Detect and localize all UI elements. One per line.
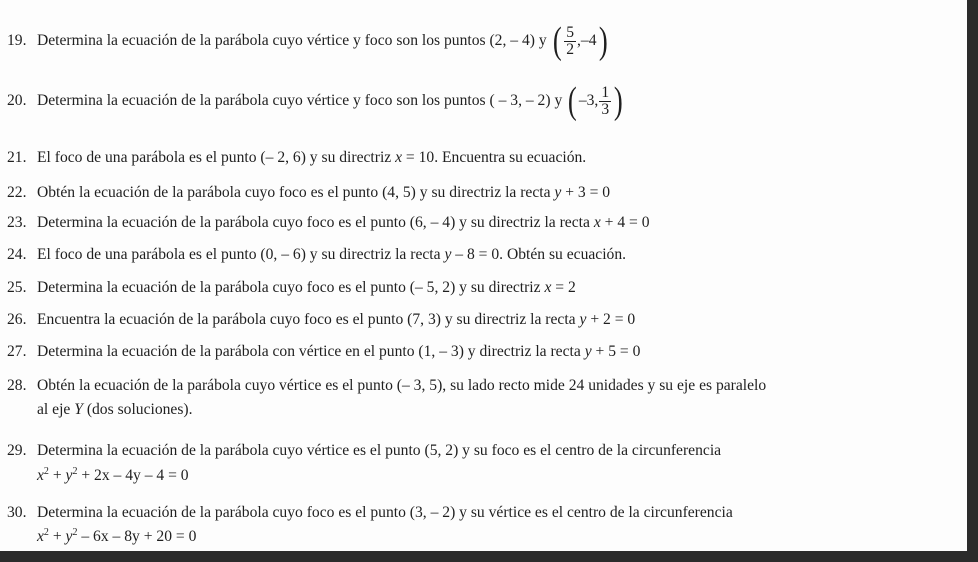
problem-text: al eje — [37, 401, 75, 418]
exponent: 2 — [72, 527, 78, 538]
circle-equation — [37, 528, 196, 546]
problem-number: 25. — [7, 279, 27, 296]
exponent: 2 — [43, 466, 49, 477]
problem-text-end: + 2 = 0 — [586, 311, 636, 328]
close-paren: ) — [598, 20, 608, 62]
equation-rest: + 2x – 4y – 4 = 0 — [77, 467, 189, 484]
variable-y: y — [65, 528, 73, 545]
problem-22 — [7, 184, 610, 202]
problem-number: 21. — [7, 149, 27, 166]
problem-28-continuation — [37, 401, 193, 419]
problem-text: Encuentra la ecuación de la parábola cuyo foco es el punto (7, 3) y su directriz la recta — [37, 311, 580, 328]
problem-number: 29. — [7, 442, 27, 459]
circle-equation — [37, 467, 189, 485]
variable: x — [395, 149, 403, 166]
close-paren: ) — [614, 80, 623, 122]
fraction: $\frac{5}{2}$ — [566, 23, 575, 58]
problem-text: Determina la ecuación de la parábola cuyo vértice y foco son los puntos (2, – 4) y — [37, 32, 547, 49]
exponent: 2 — [72, 466, 78, 477]
problem-text-end: – 8 = 0. Obtén su ecuación. — [451, 246, 627, 263]
problem-text: Obtén la ecuación de la parábola cuyo vértice es el punto (– 3, 5), su lado recto mide 24 unidades y su eje es paralelo — [37, 377, 767, 394]
problem-19 — [7, 22, 609, 60]
problem-text-end: + 3 = 0 — [561, 184, 611, 201]
problem-number: 26. — [7, 311, 27, 328]
problem-number: 30. — [7, 504, 27, 521]
equation-rest: – 6x – 8y + 20 = 0 — [77, 528, 197, 545]
fraction: $\frac{1}{3}$ — [601, 83, 610, 118]
problem-text-end: = 2 — [551, 279, 576, 296]
variable: y — [444, 246, 452, 263]
problem-29 — [7, 442, 721, 460]
problem-21 — [7, 149, 586, 167]
variable-x: x — [37, 528, 44, 545]
problem-23 — [7, 214, 650, 232]
open-paren: ( — [568, 80, 577, 122]
variable: y — [579, 311, 587, 328]
point-coordinate: ,–4 — [577, 32, 597, 49]
problem-number: 20. — [7, 91, 27, 109]
variable: Y — [74, 401, 83, 418]
problem-text-end: = 10. Encuentra su ecuación. — [402, 149, 587, 166]
problem-text: Determina la ecuación de la parábola cuyo foco es el punto (3, – 2) y su vértice es el centro de la circunferencia — [37, 504, 733, 521]
problem-24 — [7, 246, 626, 264]
problem-text: Determina la ecuación de la parábola cuyo foco es el punto (6, – 4) y su directriz la recta — [37, 214, 594, 231]
open-paren: ( — [552, 20, 562, 62]
variable: x — [544, 279, 552, 296]
problem-number: 23. — [7, 214, 27, 231]
variable: x — [593, 214, 601, 231]
problem-text: El foco de una parábola es el punto (0, – 6) y su directriz la recta — [37, 246, 445, 263]
problem-text: Determina la ecuación de la parábola cuyo foco es el punto (– 5, 2) y su directriz — [37, 279, 545, 296]
problem-text-end: + 5 = 0 — [591, 343, 641, 360]
problem-number: 22. — [7, 184, 27, 201]
exponent: 2 — [43, 527, 49, 538]
plus-sign: + — [48, 467, 66, 484]
problem-text: Determina la ecuación de la parábola cuyo vértice y foco son los puntos ( – 3, – 2) y — [37, 92, 563, 109]
problem-text: Determina la ecuación de la parábola con vértice en el punto (1, – 3) y directriz la recta — [37, 343, 585, 360]
problem-28 — [7, 377, 766, 395]
problem-20 — [7, 82, 625, 120]
point-coordinate: –3, — [578, 92, 599, 109]
variable-y: y — [65, 467, 73, 484]
problem-25 — [7, 279, 576, 297]
problem-30 — [7, 504, 733, 522]
variable: y — [554, 184, 562, 201]
problem-text: Determina la ecuación de la parábola cuyo vértice es el punto (5, 2) y su foco es el centro de la circunferencia — [37, 442, 722, 459]
problem-27 — [7, 343, 640, 361]
problem-number: 19. — [7, 31, 27, 49]
problem-text: Obtén la ecuación de la parábola cuyo foco es el punto (4, 5) y su directriz la recta — [37, 184, 555, 201]
problem-number: 24. — [7, 246, 27, 263]
problem-text-end: + 4 = 0 — [600, 214, 650, 231]
problem-number: 27. — [7, 343, 27, 360]
variable: y — [584, 343, 592, 360]
problem-number: 28. — [7, 377, 27, 394]
problem-text-end: (dos soluciones). — [82, 401, 193, 418]
plus-sign: + — [48, 528, 66, 545]
variable-x: x — [37, 467, 44, 484]
problem-text: El foco de una parábola es el punto (– 2, 6) y su directriz — [37, 149, 396, 166]
problem-26 — [7, 311, 635, 329]
